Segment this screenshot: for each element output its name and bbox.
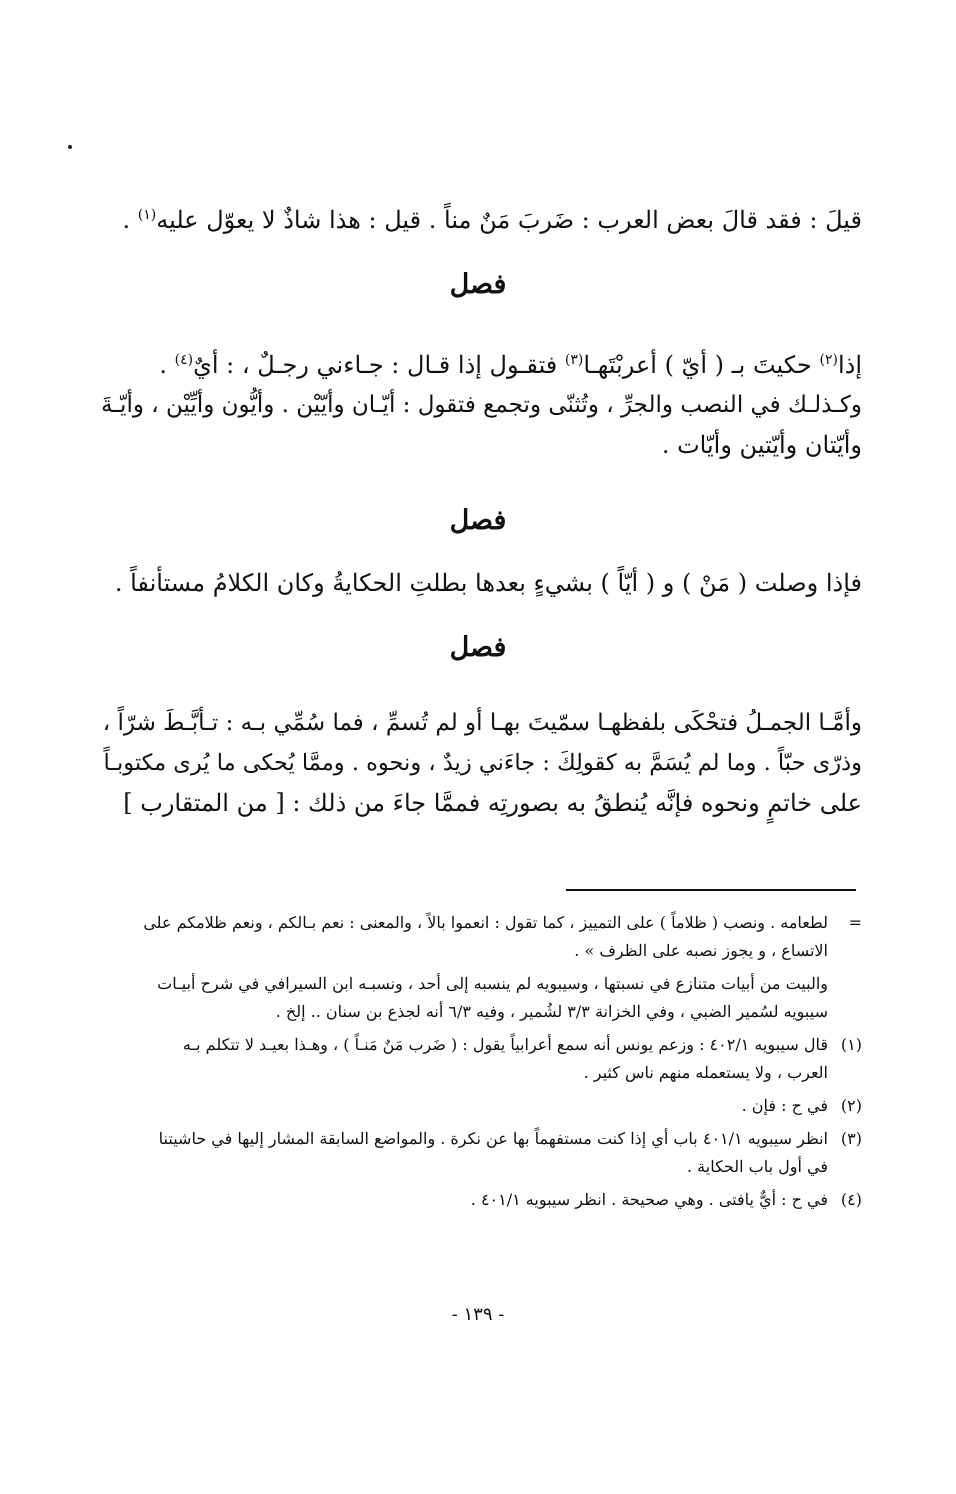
paragraph-4-line-2: وذرّى حبّاً . وما لم يُسَمَّ به كقولِكَ : جاءَني زيدٌ ، ونحوه . وممَّا يُحكى ما يُرى مكتوبـاً	[103, 750, 862, 776]
paragraph-4	[100, 703, 862, 823]
stray-mark	[68, 145, 72, 149]
paragraph-1-end: .	[122, 206, 138, 234]
paragraph-2-line-2: وكـذلـك في النصب والجرِّ ، وتُثنّى وتجمع فتقول : أيّـان وأيّيْن . وأيُّون وأيِّيْن ، وأيّـةَ	[100, 392, 862, 418]
footnote-item	[110, 1031, 862, 1087]
footnote-separator	[566, 889, 856, 891]
footnote-text	[110, 1186, 828, 1214]
footnote-text	[110, 970, 828, 1026]
footnote-text	[110, 1092, 828, 1120]
paragraph-2-line-3: وأيّتان وأيّتين وأيّات .	[661, 431, 862, 459]
footnote-line: انظر سيبويه ٤٠١/١ باب أي إذا كنت مستفهماً بها عن نكرة . والمواضع السابقة المشار إليها في حاشيتنا	[158, 1129, 828, 1148]
footnote-line: الاتساع ، و يجوز نصبه على الظرف » .	[574, 941, 828, 960]
footnote-line: في ح : فإن .	[741, 1096, 828, 1115]
footnote-line: والبيت من أبيات متنازع في نسبتها ، وسيبويه لم ينسبه إلى أحد ، ونسبـه ابن السيرافي في شرح أبيـات	[157, 974, 828, 993]
footnote-text	[110, 1125, 828, 1181]
footnote-mark: (٢)	[840, 1096, 862, 1115]
footnote-mark: (٣)	[840, 1129, 862, 1148]
footnote-mark: (١)	[840, 1035, 862, 1054]
footnote-item	[110, 1125, 862, 1181]
footnote-text	[110, 909, 828, 965]
paragraph-2-line-1	[100, 340, 862, 385]
footnote-mark	[828, 970, 862, 1026]
paragraph-4-line-1: وأمَّـا الجمـلُ فتحْكَى بلفظهـا سمّيتَ بهـا أو لم تُسمِّ ، فما سُمِّي بـه : تـأبَّـطَ شرّاً ،	[102, 710, 862, 736]
footnote-line: سيبويه لسُمير الضبي ، وفي الخزانة ٣/٣ لشُمير ، وفيه ٦/٣ أنه لجذع بن سنان .. إلخ .	[275, 1002, 828, 1021]
p2-part-c: فتقـول إذا قـال : جـاءني رجـلٌ ، : أيٌ	[193, 351, 565, 379]
footnote-ref-3: (٣)	[564, 352, 584, 368]
section-heading-1: فصل	[449, 269, 507, 300]
footnote-item	[110, 970, 862, 1026]
footnote-item	[110, 1092, 862, 1120]
paragraph-1	[100, 195, 862, 240]
footnotes	[110, 909, 862, 1219]
paragraph-3: فإذا وصلت ( مَنْ ) و ( أيّاً ) بشيءٍ بعدها بطلتِ الحكايةُ وكان الكلامُ مستأنفاً .	[114, 569, 862, 597]
footnote-line: في ح : أيٌّ يافتى . وهي صحيحة . انظر سيبويه ٤٠١/١ .	[470, 1190, 828, 1209]
p2-part-b: حكيتَ بـ ( أيّ ) أعربْتَهـا	[583, 351, 820, 379]
footnote-line: لطعامه . ونصب ( ظلاماً ) على التمييز ، كما تقول : انعموا بالاً ، والمعنى : نعم بـالكم ، ونعم ظلامكم على	[143, 913, 828, 932]
footnote-line: العرب ، ولا يستعمله منهم ناس كثير .	[583, 1063, 828, 1082]
footnote-text	[110, 1031, 828, 1087]
section-heading-2: فصل	[449, 505, 507, 536]
footnote-line: قال سيبويه ٤٠٢/١ : وزعم يونس أنه سمع أعرابياً يقول : ( ضَرب مَنٌ مَنـاً ) ، وهـذا بعيـد لا تتكلم بـه	[182, 1035, 828, 1054]
footnote-item	[110, 1186, 862, 1214]
page-number: - ١٣٩ -	[451, 1304, 505, 1325]
footnote-ref-1: (١)	[137, 207, 157, 223]
footnote-mark: (٤)	[840, 1190, 862, 1209]
footnote-ref-4: (٤)	[174, 352, 194, 368]
section-heading-3: فصل	[449, 632, 507, 663]
footnote-ref-2: (٢)	[819, 352, 838, 368]
footnote-line: في أول باب الحكاية .	[687, 1157, 828, 1176]
footnote-item	[110, 909, 862, 965]
paragraph-1-text: قيلَ : فقد قالَ بعض العرب : ضَربَ مَنٌ مناً . قيل : هذا شاذٌ لا يعوّل عليه	[156, 206, 862, 234]
paragraph-2	[100, 340, 862, 465]
paragraph-4-line-3: على خاتمٍ ونحوه فإنَّه يُنطقُ به بصورتِه فممَّا جاءَ من ذلك : [ من المتقارب ]	[123, 789, 862, 817]
footnote-mark: =	[848, 913, 862, 932]
p2-part-d: .	[159, 351, 175, 379]
p2-part-a: إذا	[837, 351, 862, 379]
